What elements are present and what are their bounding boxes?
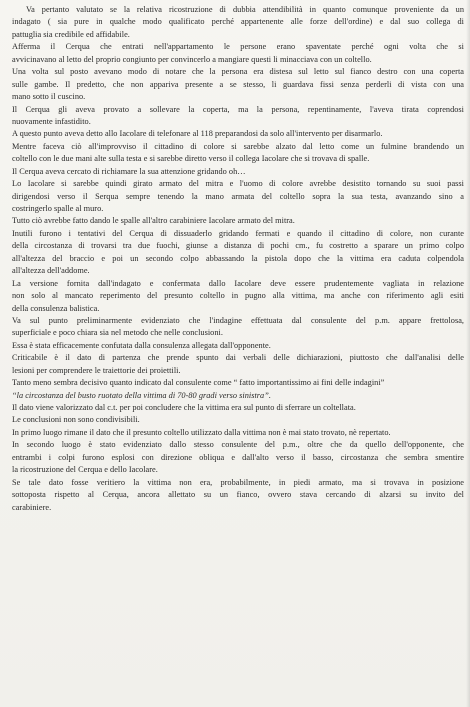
text-line: dirigendosi verso il Serqua sempre tenendo la mano armata del coltello sopra la sua testa, avanzando sino a <box>12 191 464 201</box>
text-line: carabiniere. <box>12 502 52 512</box>
text-line: sulle gambe. Il predetto, che non appariva presente a se stesso, li guardava fissi senza perderli di vista con una <box>12 79 464 89</box>
text-line: all'altezza dell'addome. <box>12 266 90 276</box>
page-edge-shadow <box>466 0 470 707</box>
text-line: Va sul punto preliminarmente evidenziato che l'indagine effettuata dal consulente del p.m. appare frettolosa, <box>12 315 464 325</box>
text-line: della consulenza balistica. <box>12 303 100 313</box>
text-line: Criticabile è il dato di partenza che prende spunto dai verbali delle dichiarazioni, piuttosto che dall'analisi delle <box>12 353 464 363</box>
text-line: Tanto meno sembra decisivo quanto indicato dal consulente come “ fatto importantissimo ai fini delle indagini” <box>12 378 385 388</box>
text-line: Va pertanto valutato se la relativa ricostruzione di dubbia attendibilità in quanto comunque proveniente da un <box>26 5 464 14</box>
text-line: lesioni per comprendere le traiettorie dei proiettili. <box>12 365 181 375</box>
text-line: costringerlo spalle al muro. <box>12 204 104 213</box>
text-line: avvicinavano al letto del proprio congiunto per convincerlo a mangiare questi li minacciava con un coltello. <box>12 54 372 64</box>
text-line: Il dato viene valorizzato dal c.t. per poi concludere che la vittima era sul punto di sferrare un coltellata. <box>12 403 356 412</box>
text-line: Le conclusioni non sono condivisibili. <box>12 415 140 425</box>
text-line: In primo luogo rimane il dato che il presunto coltello utilizzato dalla vittima non è mai stato trovato, nè repertato. <box>12 427 391 437</box>
text-line: all'altezza del braccio e poi un secondo colpo abbassando la pistola dopo che la vittima era caduta colpendola <box>12 253 464 263</box>
text-line: Il Cerqua gli aveva provato a sollevare la coperta, ma la persona, repentinamente, l'aveva tirata coprendosi <box>12 104 464 114</box>
text-line: nuovamente infastidito. <box>12 116 91 126</box>
text-line: superficiale e poco chiara sia nel metodo che nelle conclusioni. <box>12 328 223 338</box>
text-line: la ricostruzione del Cerqua e dello Iacolare. <box>12 465 158 475</box>
text-line: Afferma il Cerqua che entrati nell'appartamento le persone erano spaventate perché ogni volta che si <box>12 42 464 52</box>
text-line: mano sotto il cuscino. <box>12 92 86 102</box>
quoted-line: “la circostanza del busto ruotato della vittima di 70-80 gradi verso sinistra”. <box>12 390 271 400</box>
text-line: La versione fornita dall'indagato e confermata dallo Iacolare deve essere prudentemente vagliata in relazione <box>12 278 464 288</box>
text-line: sottoposta rispetto al Cerqua, ancora allettato su un fianco, ovvero stava cercando di alzarsi su invito del <box>12 490 464 500</box>
text-line: Tutto ciò avrebbe fatto dando le spalle all'altro carabiniere Iacolare armato del mitra. <box>12 216 295 226</box>
text-line: Lo Iacolare si sarebbe quindi girato armato del mitra e l'uomo di colore avrebbe desistito tornando su suoi passi <box>12 179 464 189</box>
text-line: Se tale dato fosse veritiero la vittima non era, probabilmente, in piedi armato, ma si trovava in posizione <box>12 477 464 487</box>
text-line: non solo al mancato reperimento del presunto coltello in pugno alla vittima, ma anche con riferimento agli esiti <box>12 291 464 301</box>
text-line: Una volta sul posto avevano modo di notare che la persona era distesa sul letto sul fianco destro con una coperta <box>12 67 464 77</box>
text-line: A questo punto aveva detto allo Iacolare di telefonare al 118 preparandosi da solo all'intervento per disarmarlo. <box>12 129 383 139</box>
text-line: coltello con le due mani alte sulla testa e si sarebbe diretto verso il collega Iacolare che si trovava di spalle. <box>12 154 370 164</box>
text-line: Essa è stata efficacemente confutata dalla consulenza allegata dall'opponente. <box>12 340 271 350</box>
text-line: Il Cerqua aveva cercato di richiamare la sua attenzione gridando oh… <box>12 166 246 176</box>
text-line: Inutili furono i tentativi del Cerqua di dissuaderlo gridando fermati e quando il cittadino di colore, non curante <box>12 228 464 238</box>
text-line: entrambi i colpi furono esplosi con direzione obliqua e dall'alto verso il basso, circostanza che sembra smentire <box>12 452 464 462</box>
text-line: della circostanza di trovarsi tra due fuochi, giunse a distanza di pochi cm., fu costretto a sparare un primo colpo <box>12 241 464 251</box>
text-line: indagato ( sia pure in qualche modo qualificato perché appartenente alle forze dell'ordine) e dal suo collega di <box>12 17 464 27</box>
text-line: Mentre faceva ciò all'improvviso il cittadino di colore si sarebbe alzato dal letto come un fulmine brandendo un <box>12 141 464 151</box>
text-line: pattuglia sia credibile ed affidabile. <box>12 29 130 39</box>
text-line: In secondo luogo è stato evidenziato dallo stesso consulente del p.m., oltre che da quello dell'opponente, che <box>12 440 464 450</box>
